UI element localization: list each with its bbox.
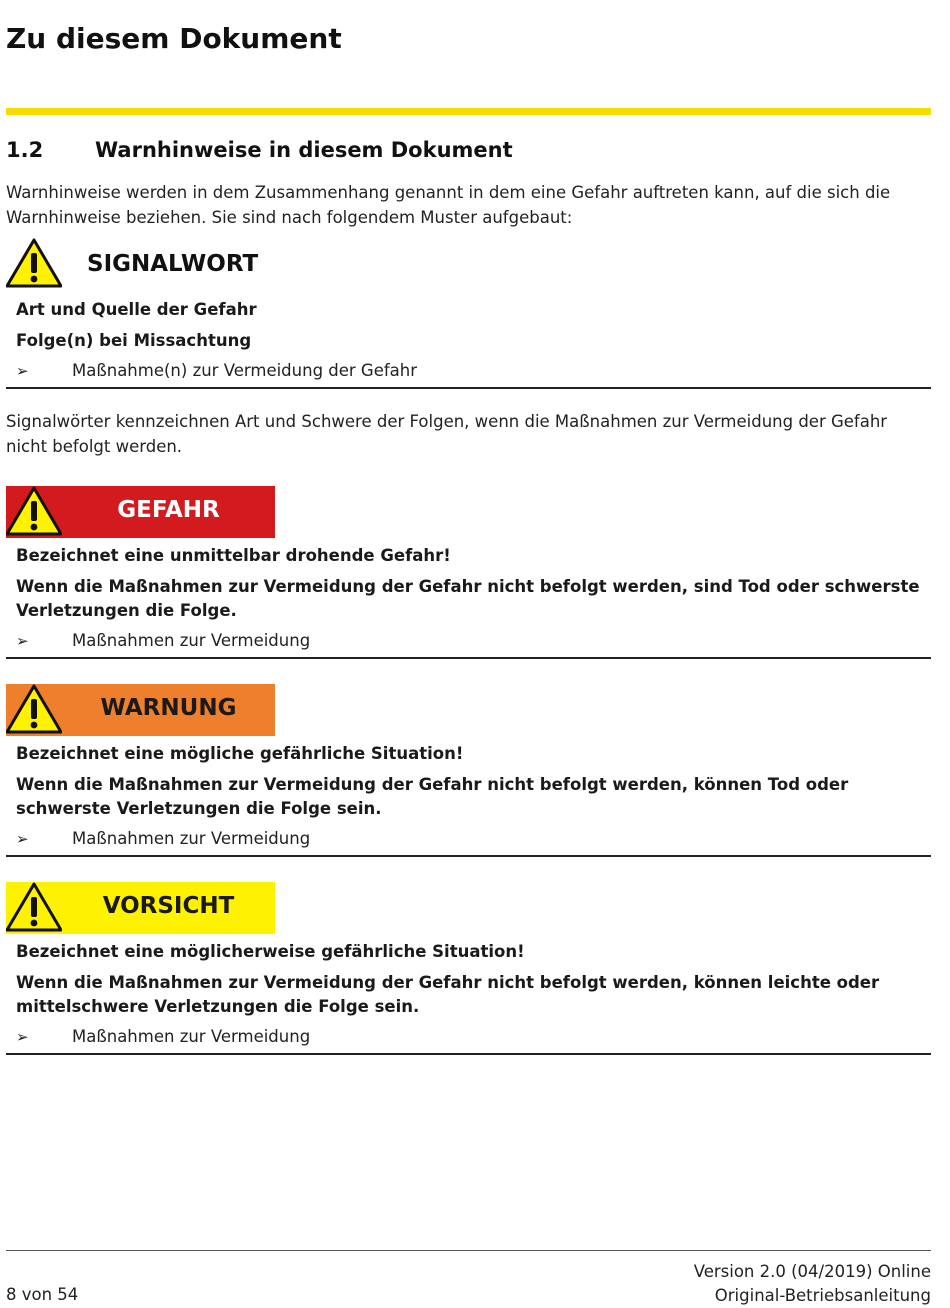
warning-block-danger xyxy=(6,486,931,660)
arrow-bullet-icon: ➢ xyxy=(16,362,29,380)
warning-triangle-icon xyxy=(6,882,62,932)
footer-document-info xyxy=(694,1260,931,1308)
section-number: 1.2 xyxy=(6,138,44,162)
danger-banner xyxy=(6,486,275,538)
warning-block-caution xyxy=(6,882,931,1056)
signal-words-paragraph: Signalwörter kennzeichnen Art und Schwere der Folgen, wenn die Maßnahmen zur Vermeidung der Gefahr nicht befolgt werden. xyxy=(6,412,888,456)
pattern-consequences: Folge(n) bei Missachtung xyxy=(16,331,252,350)
warning-triangle-icon xyxy=(6,486,62,536)
page-number: 8 von 54 xyxy=(6,1285,79,1304)
caution-signal-word: VORSICHT xyxy=(102,893,235,919)
section-title: Warnhinweise in diesem Dokument xyxy=(95,138,513,162)
pattern-hazard-source: Art und Quelle der Gefahr xyxy=(16,300,257,319)
warning-banner xyxy=(6,684,275,736)
warning-triangle-icon xyxy=(6,684,62,734)
warning-consequence: Wenn die Maßnahmen zur Vermeidung der Gefahr nicht befolgt werden, können Tod oder schwerste Verletzungen die Folge sein. xyxy=(16,775,849,818)
warning-bottom-rule xyxy=(6,855,931,857)
pattern-signal-word: SIGNALWORT xyxy=(87,251,259,277)
danger-bottom-rule xyxy=(6,657,931,659)
caution-measure-text: Maßnahmen zur Vermeidung xyxy=(72,1027,311,1046)
danger-signal-word: GEFAHR xyxy=(117,497,220,523)
warning-signal-word: WARNUNG xyxy=(100,695,237,721)
intro-paragraph: Warnhinweise werden in dem Zusammenhang genannt in dem eine Gefahr auftreten kann, auf die sich die Warnhinweise beziehen. Sie sind nach folgendem Muster aufgebaut: xyxy=(6,183,891,227)
warning-block-warning xyxy=(6,684,931,858)
danger-description: Bezeichnet eine unmittelbar drohende Gefahr! xyxy=(16,546,451,565)
caution-consequence: Wenn die Maßnahmen zur Vermeidung der Gefahr nicht befolgt werden, können leichte oder mittelschwere Verletzungen die Folge sein. xyxy=(16,973,880,1016)
caution-description: Bezeichnet eine möglicherweise gefährliche Situation! xyxy=(16,942,525,961)
danger-consequence: Wenn die Maßnahmen zur Vermeidung der Gefahr nicht befolgt werden, sind Tod oder schwerste Verletzungen die Folge. xyxy=(16,577,920,620)
warning-measure-text: Maßnahmen zur Vermeidung xyxy=(72,829,311,848)
section-heading xyxy=(6,138,931,162)
pattern-header xyxy=(6,238,276,290)
pattern-measure-text: Maßnahme(n) zur Vermeidung der Gefahr xyxy=(72,361,418,380)
arrow-bullet-icon: ➢ xyxy=(16,632,29,650)
danger-measure-text: Maßnahmen zur Vermeidung xyxy=(72,631,311,650)
footer-version: Version 2.0 (04/2019) Online xyxy=(693,1262,931,1281)
header-accent-rule xyxy=(6,108,931,115)
caution-bottom-rule xyxy=(6,1053,931,1055)
caution-banner xyxy=(6,882,275,934)
arrow-bullet-icon: ➢ xyxy=(16,1028,29,1046)
page-header-title: Zu diesem Dokument xyxy=(6,22,342,55)
warning-description: Bezeichnet eine mögliche gefährliche Situation! xyxy=(16,744,464,763)
arrow-bullet-icon: ➢ xyxy=(16,830,29,848)
warning-triangle-icon xyxy=(6,238,62,288)
footer-rule xyxy=(6,1250,931,1251)
pattern-bottom-rule xyxy=(6,387,931,389)
warning-pattern-block xyxy=(6,238,931,390)
footer-doc-type: Original-Betriebsanleitung xyxy=(714,1286,931,1305)
